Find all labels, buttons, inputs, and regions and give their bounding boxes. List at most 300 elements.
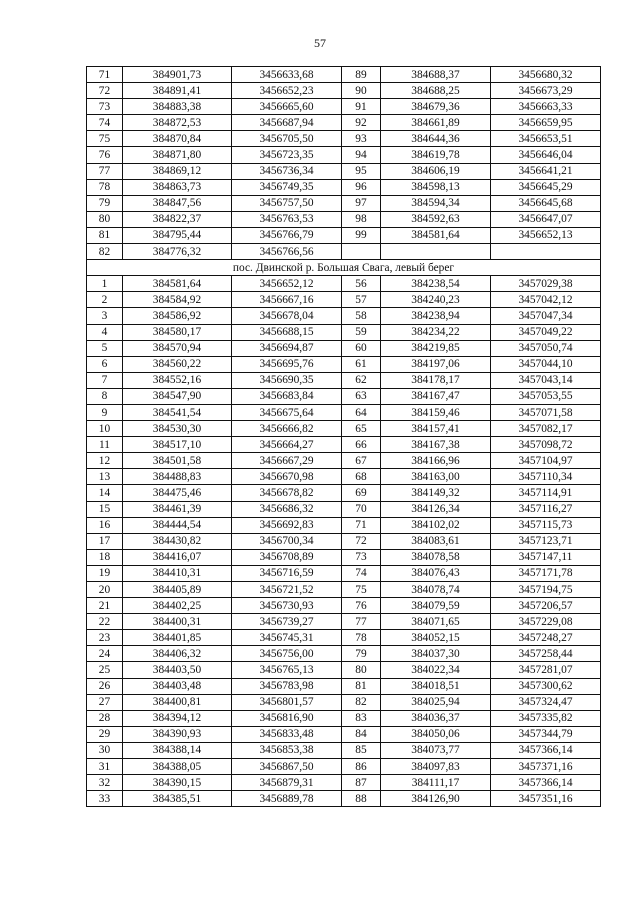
x-coordinate-cell: 384018,51 — [381, 678, 491, 694]
x-coordinate-cell: 384403,48 — [123, 678, 232, 694]
coordinates-table — [86, 66, 601, 807]
y-coordinate-cell: 3456687,94 — [232, 115, 342, 131]
point-number-cell: 62 — [342, 372, 381, 388]
x-coordinate-cell: 384079,59 — [381, 598, 491, 614]
point-number-cell: 21 — [87, 598, 123, 614]
x-coordinate-cell: 384219,85 — [381, 340, 491, 356]
y-coordinate-cell: 3456721,52 — [232, 582, 342, 598]
point-number-cell: 82 — [87, 244, 123, 260]
table-row — [87, 179, 601, 195]
x-coordinate-cell: 384847,56 — [123, 195, 232, 211]
point-number-cell: 16 — [87, 517, 123, 533]
x-coordinate-cell: 384167,38 — [381, 437, 491, 453]
y-coordinate-cell: 3456692,83 — [232, 517, 342, 533]
x-coordinate-cell: 384501,58 — [123, 453, 232, 469]
y-coordinate-cell: 3456757,50 — [232, 195, 342, 211]
x-coordinate-cell: 384073,77 — [381, 742, 491, 758]
point-number-cell: 65 — [342, 421, 381, 437]
point-number-cell: 31 — [87, 759, 123, 775]
point-number-cell: 80 — [342, 662, 381, 678]
table-row — [87, 147, 601, 163]
x-coordinate-cell: 384240,23 — [381, 292, 491, 308]
x-coordinate-cell: 384036,37 — [381, 710, 491, 726]
point-number-cell: 63 — [342, 388, 381, 404]
point-number-cell: 92 — [342, 115, 381, 131]
point-number-cell: 2 — [87, 292, 123, 308]
point-number-cell: 60 — [342, 340, 381, 356]
y-coordinate-cell: 3456766,56 — [232, 244, 342, 260]
y-coordinate-cell: 3457110,34 — [491, 469, 601, 485]
y-coordinate-cell: 3457116,27 — [491, 501, 601, 517]
y-coordinate-cell: 3456756,00 — [232, 646, 342, 662]
point-number-cell: 77 — [342, 614, 381, 630]
x-coordinate-cell: 384178,17 — [381, 372, 491, 388]
point-number-cell: 10 — [87, 421, 123, 437]
y-coordinate-cell: 3457029,38 — [491, 276, 601, 292]
point-number-cell: 76 — [87, 147, 123, 163]
table-row — [87, 598, 601, 614]
x-coordinate-cell: 384390,93 — [123, 726, 232, 742]
x-coordinate-cell: 384871,80 — [123, 147, 232, 163]
y-coordinate-cell: 3457344,79 — [491, 726, 601, 742]
x-coordinate-cell: 384776,32 — [123, 244, 232, 260]
table-row — [87, 710, 601, 726]
table-row — [87, 244, 601, 260]
x-coordinate-cell: 384580,17 — [123, 324, 232, 340]
point-number-cell: 79 — [87, 195, 123, 211]
y-coordinate-cell: 3456667,29 — [232, 453, 342, 469]
point-number-cell: 32 — [87, 775, 123, 791]
point-number-cell: 58 — [342, 308, 381, 324]
point-number-cell: 17 — [87, 533, 123, 549]
table-block-1 — [87, 67, 601, 260]
y-coordinate-cell: 3456646,04 — [491, 147, 601, 163]
x-coordinate-cell: 384238,54 — [381, 276, 491, 292]
table-row — [87, 533, 601, 549]
section-title: пос. Двинской р. Большая Свага, левый берег — [87, 260, 601, 276]
y-coordinate-cell: 3456816,90 — [232, 710, 342, 726]
table-row — [87, 662, 601, 678]
x-coordinate-cell: 384163,00 — [381, 469, 491, 485]
y-coordinate-cell: 3456667,16 — [232, 292, 342, 308]
y-coordinate-cell: 3457104,97 — [491, 453, 601, 469]
y-coordinate-cell: 3456766,79 — [232, 227, 342, 243]
y-coordinate-cell: 3456645,29 — [491, 179, 601, 195]
table-row — [87, 565, 601, 581]
table-row — [87, 694, 601, 710]
point-number-cell — [342, 244, 381, 260]
x-coordinate-cell: 384078,74 — [381, 582, 491, 598]
y-coordinate-cell: 3457281,07 — [491, 662, 601, 678]
table-row — [87, 421, 601, 437]
x-coordinate-cell: 384097,83 — [381, 759, 491, 775]
x-coordinate-cell: 384159,46 — [381, 404, 491, 420]
table-row — [87, 678, 601, 694]
point-number-cell: 80 — [87, 211, 123, 227]
y-coordinate-cell — [491, 244, 601, 260]
x-coordinate-cell: 384644,36 — [381, 131, 491, 147]
point-number-cell: 13 — [87, 469, 123, 485]
x-coordinate-cell: 384872,53 — [123, 115, 232, 131]
y-coordinate-cell: 3457147,11 — [491, 549, 601, 565]
y-coordinate-cell: 3456670,98 — [232, 469, 342, 485]
y-coordinate-cell: 3456763,53 — [232, 211, 342, 227]
y-coordinate-cell: 3457171,78 — [491, 565, 601, 581]
x-coordinate-cell: 384594,34 — [381, 195, 491, 211]
point-number-cell: 83 — [342, 710, 381, 726]
x-coordinate-cell: 384126,34 — [381, 501, 491, 517]
x-coordinate-cell: 384560,22 — [123, 356, 232, 372]
point-number-cell: 87 — [342, 775, 381, 791]
x-coordinate-cell: 384586,92 — [123, 308, 232, 324]
point-number-cell: 85 — [342, 742, 381, 758]
y-coordinate-cell: 3456745,31 — [232, 630, 342, 646]
x-coordinate-cell: 384584,92 — [123, 292, 232, 308]
x-coordinate-cell: 384071,65 — [381, 614, 491, 630]
point-number-cell: 9 — [87, 404, 123, 420]
table-row — [87, 67, 601, 83]
x-coordinate-cell: 384901,73 — [123, 67, 232, 83]
point-number-cell: 67 — [342, 453, 381, 469]
y-coordinate-cell: 3457098,72 — [491, 437, 601, 453]
x-coordinate-cell: 384400,31 — [123, 614, 232, 630]
y-coordinate-cell: 3456695,76 — [232, 356, 342, 372]
table-row — [87, 646, 601, 662]
point-number-cell: 26 — [87, 678, 123, 694]
point-number-cell: 94 — [342, 147, 381, 163]
point-number-cell: 73 — [342, 549, 381, 565]
y-coordinate-cell: 3457258,44 — [491, 646, 601, 662]
x-coordinate-cell: 384530,30 — [123, 421, 232, 437]
table-row — [87, 404, 601, 420]
y-coordinate-cell: 3457324,47 — [491, 694, 601, 710]
y-coordinate-cell: 3457049,22 — [491, 324, 601, 340]
point-number-cell: 81 — [342, 678, 381, 694]
x-coordinate-cell: 384157,41 — [381, 421, 491, 437]
point-number-cell: 33 — [87, 791, 123, 807]
table-row — [87, 630, 601, 646]
point-number-cell: 78 — [87, 179, 123, 195]
x-coordinate-cell: 384083,61 — [381, 533, 491, 549]
y-coordinate-cell: 3456663,33 — [491, 99, 601, 115]
y-coordinate-cell: 3457042,12 — [491, 292, 601, 308]
x-coordinate-cell: 384863,73 — [123, 179, 232, 195]
y-coordinate-cell: 3457071,58 — [491, 404, 601, 420]
point-number-cell: 75 — [87, 131, 123, 147]
table-row — [87, 775, 601, 791]
point-number-cell: 19 — [87, 565, 123, 581]
point-number-cell: 28 — [87, 710, 123, 726]
y-coordinate-cell: 3457206,57 — [491, 598, 601, 614]
point-number-cell: 24 — [87, 646, 123, 662]
x-coordinate-cell: 384022,34 — [381, 662, 491, 678]
x-coordinate-cell: 384822,37 — [123, 211, 232, 227]
table-block-2 — [87, 276, 601, 807]
y-coordinate-cell: 3457114,91 — [491, 485, 601, 501]
table-row — [87, 485, 601, 501]
x-coordinate-cell: 384394,12 — [123, 710, 232, 726]
point-number-cell: 70 — [342, 501, 381, 517]
x-coordinate-cell: 384167,47 — [381, 388, 491, 404]
table-row — [87, 759, 601, 775]
table-row — [87, 437, 601, 453]
x-coordinate-cell: 384592,63 — [381, 211, 491, 227]
point-number-cell: 89 — [342, 67, 381, 83]
x-coordinate-cell: 384606,19 — [381, 163, 491, 179]
x-coordinate-cell: 384461,39 — [123, 501, 232, 517]
y-coordinate-cell: 3457366,14 — [491, 742, 601, 758]
point-number-cell: 23 — [87, 630, 123, 646]
y-coordinate-cell: 3456694,87 — [232, 340, 342, 356]
point-number-cell: 96 — [342, 179, 381, 195]
x-coordinate-cell: 384430,82 — [123, 533, 232, 549]
point-number-cell: 14 — [87, 485, 123, 501]
y-coordinate-cell: 3457043,14 — [491, 372, 601, 388]
y-coordinate-cell: 3456705,50 — [232, 131, 342, 147]
x-coordinate-cell: 384388,14 — [123, 742, 232, 758]
x-coordinate-cell: 384517,10 — [123, 437, 232, 453]
x-coordinate-cell: 384688,25 — [381, 83, 491, 99]
table-row — [87, 227, 601, 243]
section-header — [87, 260, 601, 276]
x-coordinate-cell: 384406,32 — [123, 646, 232, 662]
table-row — [87, 163, 601, 179]
y-coordinate-cell: 3457366,14 — [491, 775, 601, 791]
x-coordinate-cell: 384388,05 — [123, 759, 232, 775]
y-coordinate-cell: 3457047,34 — [491, 308, 601, 324]
x-coordinate-cell: 384541,54 — [123, 404, 232, 420]
point-number-cell: 71 — [342, 517, 381, 533]
y-coordinate-cell: 3456653,51 — [491, 131, 601, 147]
point-number-cell: 72 — [342, 533, 381, 549]
y-coordinate-cell: 3457300,62 — [491, 678, 601, 694]
point-number-cell: 18 — [87, 549, 123, 565]
x-coordinate-cell: 384598,13 — [381, 179, 491, 195]
point-number-cell: 69 — [342, 485, 381, 501]
y-coordinate-cell: 3456783,98 — [232, 678, 342, 694]
page-number: 57 — [314, 36, 326, 50]
y-coordinate-cell: 3456739,27 — [232, 614, 342, 630]
y-coordinate-cell: 3456664,27 — [232, 437, 342, 453]
section-header-row — [87, 260, 601, 276]
table-row — [87, 517, 601, 533]
point-number-cell: 86 — [342, 759, 381, 775]
y-coordinate-cell: 3456801,57 — [232, 694, 342, 710]
point-number-cell: 3 — [87, 308, 123, 324]
point-number-cell: 30 — [87, 742, 123, 758]
table-row — [87, 549, 601, 565]
y-coordinate-cell: 3456690,35 — [232, 372, 342, 388]
table-row — [87, 372, 601, 388]
y-coordinate-cell: 3456659,95 — [491, 115, 601, 131]
table-row — [87, 131, 601, 147]
x-coordinate-cell: 384402,25 — [123, 598, 232, 614]
table-row — [87, 356, 601, 372]
y-coordinate-cell: 3456678,04 — [232, 308, 342, 324]
point-number-cell: 77 — [87, 163, 123, 179]
y-coordinate-cell: 3457371,16 — [491, 759, 601, 775]
x-coordinate-cell: 384234,22 — [381, 324, 491, 340]
x-coordinate-cell: 384390,15 — [123, 775, 232, 791]
table-row — [87, 726, 601, 742]
x-coordinate-cell: 384619,78 — [381, 147, 491, 163]
x-coordinate-cell: 384552,16 — [123, 372, 232, 388]
x-coordinate-cell: 384405,89 — [123, 582, 232, 598]
x-coordinate-cell: 384869,12 — [123, 163, 232, 179]
table-row — [87, 501, 601, 517]
y-coordinate-cell: 3456723,35 — [232, 147, 342, 163]
x-coordinate-cell: 384400,81 — [123, 694, 232, 710]
point-number-cell: 72 — [87, 83, 123, 99]
y-coordinate-cell: 3456680,32 — [491, 67, 601, 83]
x-coordinate-cell: 384403,50 — [123, 662, 232, 678]
table-row — [87, 791, 601, 807]
point-number-cell: 75 — [342, 582, 381, 598]
x-coordinate-cell: 384570,94 — [123, 340, 232, 356]
y-coordinate-cell: 3456736,34 — [232, 163, 342, 179]
x-coordinate-cell: 384401,85 — [123, 630, 232, 646]
point-number-cell: 56 — [342, 276, 381, 292]
point-number-cell: 99 — [342, 227, 381, 243]
y-coordinate-cell: 3456652,13 — [491, 227, 601, 243]
point-number-cell: 81 — [87, 227, 123, 243]
point-number-cell: 4 — [87, 324, 123, 340]
point-number-cell: 15 — [87, 501, 123, 517]
table-row — [87, 324, 601, 340]
y-coordinate-cell: 3457082,17 — [491, 421, 601, 437]
point-number-cell: 25 — [87, 662, 123, 678]
table-row — [87, 582, 601, 598]
table-row — [87, 453, 601, 469]
point-number-cell: 8 — [87, 388, 123, 404]
table-row — [87, 292, 601, 308]
y-coordinate-cell: 3456678,82 — [232, 485, 342, 501]
y-coordinate-cell: 3456688,15 — [232, 324, 342, 340]
x-coordinate-cell: 384688,37 — [381, 67, 491, 83]
x-coordinate-cell: 384126,90 — [381, 791, 491, 807]
y-coordinate-cell: 3457335,82 — [491, 710, 601, 726]
table-row — [87, 308, 601, 324]
x-coordinate-cell: 384679,36 — [381, 99, 491, 115]
x-coordinate-cell: 384870,84 — [123, 131, 232, 147]
point-number-cell: 82 — [342, 694, 381, 710]
y-coordinate-cell: 3456652,23 — [232, 83, 342, 99]
y-coordinate-cell: 3456879,31 — [232, 775, 342, 791]
x-coordinate-cell: 384444,54 — [123, 517, 232, 533]
x-coordinate-cell: 384238,94 — [381, 308, 491, 324]
y-coordinate-cell: 3456853,38 — [232, 742, 342, 758]
table-row — [87, 83, 601, 99]
point-number-cell: 90 — [342, 83, 381, 99]
point-number-cell: 78 — [342, 630, 381, 646]
point-number-cell: 11 — [87, 437, 123, 453]
y-coordinate-cell: 3456633,68 — [232, 67, 342, 83]
x-coordinate-cell — [381, 244, 491, 260]
point-number-cell: 73 — [87, 99, 123, 115]
point-number-cell: 84 — [342, 726, 381, 742]
y-coordinate-cell: 3457050,74 — [491, 340, 601, 356]
point-number-cell: 57 — [342, 292, 381, 308]
table-row — [87, 388, 601, 404]
point-number-cell: 1 — [87, 276, 123, 292]
x-coordinate-cell: 384102,02 — [381, 517, 491, 533]
point-number-cell: 61 — [342, 356, 381, 372]
point-number-cell: 79 — [342, 646, 381, 662]
point-number-cell: 29 — [87, 726, 123, 742]
y-coordinate-cell: 3456652,12 — [232, 276, 342, 292]
x-coordinate-cell: 384149,32 — [381, 485, 491, 501]
x-coordinate-cell: 384891,41 — [123, 83, 232, 99]
y-coordinate-cell: 3456666,82 — [232, 421, 342, 437]
table-row — [87, 99, 601, 115]
y-coordinate-cell: 3456716,59 — [232, 565, 342, 581]
x-coordinate-cell: 384025,94 — [381, 694, 491, 710]
y-coordinate-cell: 3457194,75 — [491, 582, 601, 598]
x-coordinate-cell: 384197,06 — [381, 356, 491, 372]
x-coordinate-cell: 384410,31 — [123, 565, 232, 581]
x-coordinate-cell: 384581,64 — [381, 227, 491, 243]
y-coordinate-cell: 3457123,71 — [491, 533, 601, 549]
y-coordinate-cell: 3456673,29 — [491, 83, 601, 99]
x-coordinate-cell: 384076,43 — [381, 565, 491, 581]
y-coordinate-cell: 3457248,27 — [491, 630, 601, 646]
table-row — [87, 340, 601, 356]
y-coordinate-cell: 3456641,21 — [491, 163, 601, 179]
y-coordinate-cell: 3456708,89 — [232, 549, 342, 565]
y-coordinate-cell: 3456686,32 — [232, 501, 342, 517]
x-coordinate-cell: 384166,96 — [381, 453, 491, 469]
point-number-cell: 98 — [342, 211, 381, 227]
table-row — [87, 742, 601, 758]
point-number-cell: 68 — [342, 469, 381, 485]
table-row — [87, 469, 601, 485]
point-number-cell: 20 — [87, 582, 123, 598]
point-number-cell: 22 — [87, 614, 123, 630]
point-number-cell: 76 — [342, 598, 381, 614]
x-coordinate-cell: 384037,30 — [381, 646, 491, 662]
table-row — [87, 211, 601, 227]
x-coordinate-cell: 384661,89 — [381, 115, 491, 131]
point-number-cell: 27 — [87, 694, 123, 710]
y-coordinate-cell: 3456700,34 — [232, 533, 342, 549]
y-coordinate-cell: 3456647,07 — [491, 211, 601, 227]
y-coordinate-cell: 3457044,10 — [491, 356, 601, 372]
y-coordinate-cell: 3456683,84 — [232, 388, 342, 404]
point-number-cell: 66 — [342, 437, 381, 453]
y-coordinate-cell: 3457115,73 — [491, 517, 601, 533]
x-coordinate-cell: 384111,17 — [381, 775, 491, 791]
y-coordinate-cell: 3457053,55 — [491, 388, 601, 404]
x-coordinate-cell: 384547,90 — [123, 388, 232, 404]
x-coordinate-cell: 384883,38 — [123, 99, 232, 115]
point-number-cell: 97 — [342, 195, 381, 211]
y-coordinate-cell: 3456749,35 — [232, 179, 342, 195]
y-coordinate-cell: 3456645,68 — [491, 195, 601, 211]
y-coordinate-cell: 3456765,13 — [232, 662, 342, 678]
point-number-cell: 71 — [87, 67, 123, 83]
x-coordinate-cell: 384475,46 — [123, 485, 232, 501]
point-number-cell: 88 — [342, 791, 381, 807]
table-row — [87, 614, 601, 630]
table-row — [87, 276, 601, 292]
point-number-cell: 74 — [87, 115, 123, 131]
point-number-cell: 12 — [87, 453, 123, 469]
point-number-cell: 5 — [87, 340, 123, 356]
y-coordinate-cell: 3457229,08 — [491, 614, 601, 630]
point-number-cell: 93 — [342, 131, 381, 147]
x-coordinate-cell: 384050,06 — [381, 726, 491, 742]
point-number-cell: 91 — [342, 99, 381, 115]
